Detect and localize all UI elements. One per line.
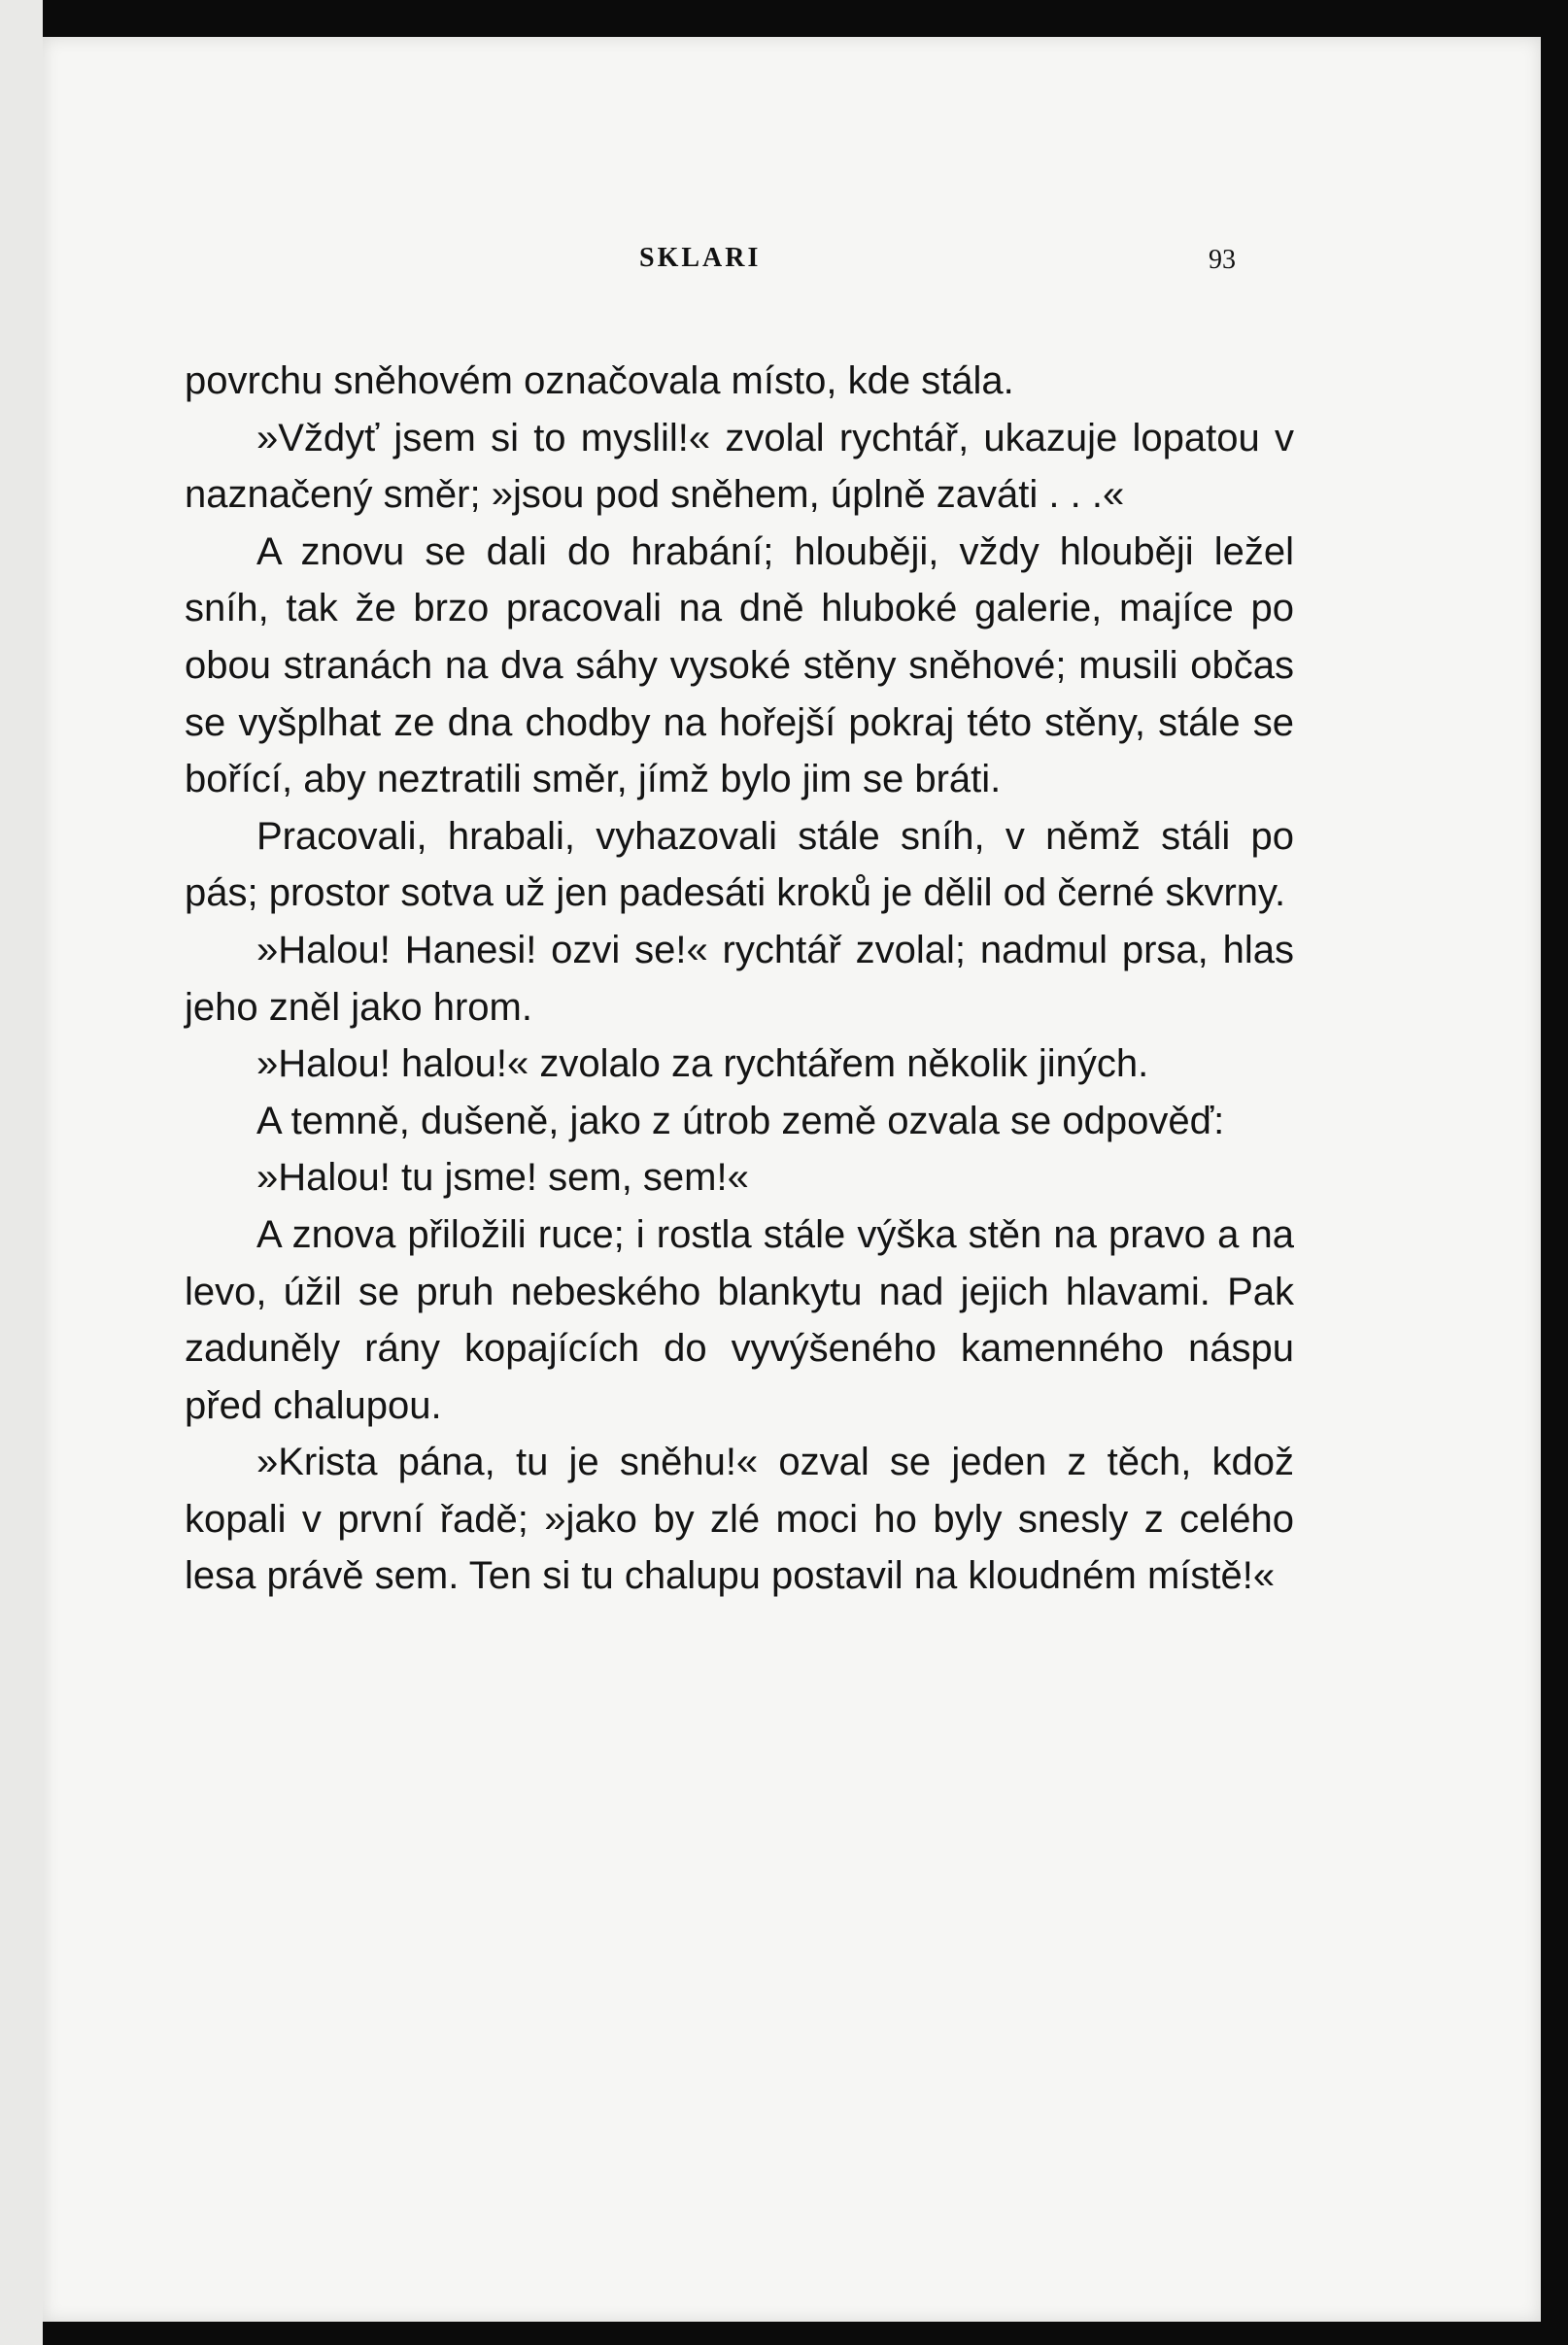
- paragraph: A temně, dušeně, jako z útrob země ozvala se odpověď:: [256, 1099, 1225, 1142]
- page-number: 93: [1209, 245, 1236, 275]
- body-text: [185, 353, 1294, 1605]
- paragraph: »Halou! tu jsme! sem, sem!«: [256, 1156, 749, 1200]
- paragraph: »Krista pána, tu je sněhu!« ozval se jeden z těch, kdož kopali v první řadě; »jako by zlé moci ho byly snesly z celého lesa právě sem. Ten si tu chalupu postavil na kloudném místě!«: [185, 1441, 1294, 1598]
- paragraph: A znova přiložili ruce; i rostla stále výška stěn na pravo a na levo, úžil se pruh nebeského blankytu nad jejich hlavami. Pak zaduněly rány kopajících do vyvýšeného kamenného náspu před chalupou.: [185, 1212, 1294, 1427]
- paragraph: »Halou! Hanesi! ozvi se!« rychtář zvolal; nadmul prsa, hlas jeho zněl jako hrom.: [185, 928, 1294, 1029]
- paragraph: A znovu se dali do hrabání; hlouběji, vždy hlouběji ležel sníh, tak že brzo pracovali na dně hluboké galerie, majíce po obou stranách na dva sáhy vysoké stěny sněhové; musili občas se vyšplhat ze dna chodby na hořejší pokraj této stěny, stále se bořící, aby neztratili směr, jímž bylo jim se bráti.: [185, 529, 1294, 801]
- book-page: [43, 37, 1541, 2322]
- running-title: SKLARI: [639, 243, 762, 273]
- paragraph: »Vždyť jsem si to myslil!« zvolal rychtář, ukazuje lopatou v naznačený směr; »jsou pod sněhem, úplně zaváti . . .«: [185, 416, 1294, 517]
- previous-page-edge: [0, 0, 47, 2345]
- paragraph: Pracovali, hrabali, vyhazovali stále sníh, v němž stáli po pás; prostor sotva už jen padesáti kroků je dělil od černé skvrny.: [185, 814, 1294, 915]
- paragraph: »Halou! halou!« zvolalo za rychtářem několik jiných.: [256, 1042, 1149, 1086]
- paragraph: povrchu sněhovém označovala místo, kde stála.: [185, 359, 1014, 402]
- running-header: [43, 243, 1541, 282]
